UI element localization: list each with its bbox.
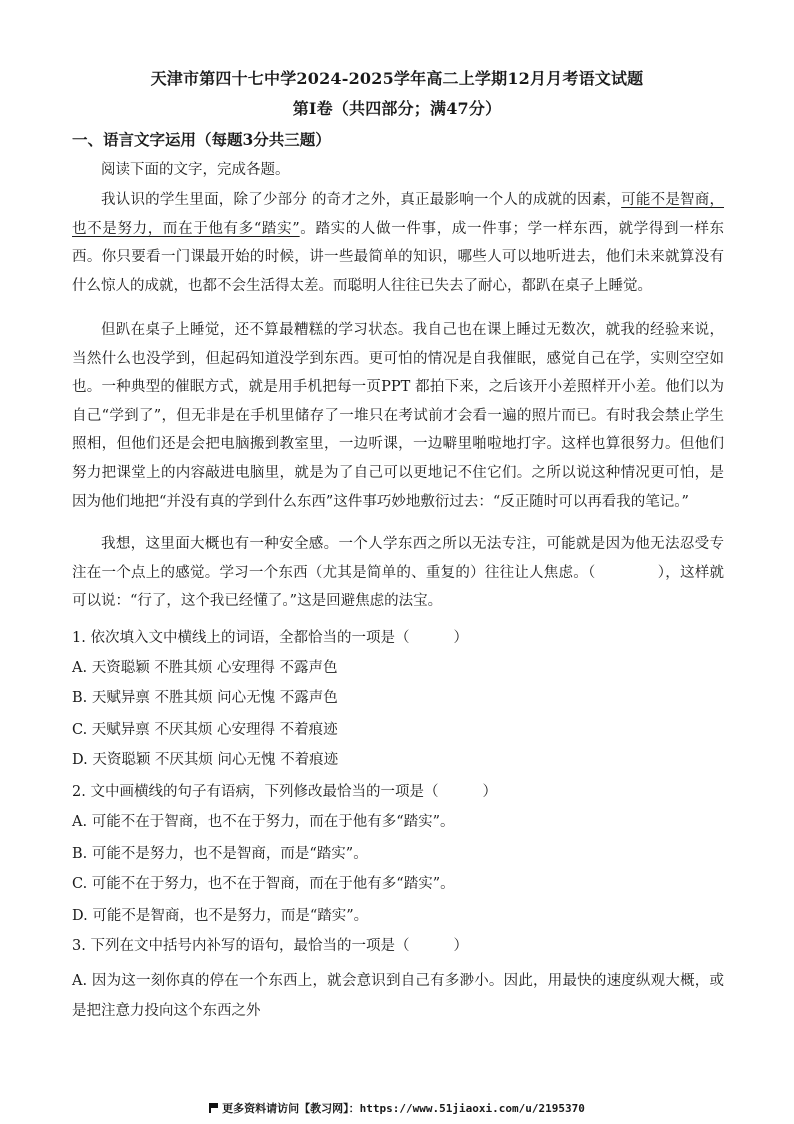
passage-text: 我想，这里面大概也有一种安全感。一个人学东西之所以无法专注，可能就是因为他无法忍受专注在一个点上的感觉。学习一个东西（尤其是简单的、重复的）往往让人焦虑。（ [72,536,724,581]
question-2-option-a: A. 可能不在于智商，也不在于努力，而在于他有多“踏实”。 [72,814,455,830]
question-2-option-d: D. 可能不是智商，也不是努力，而是“踏实”。 [72,908,369,924]
passage-paragraph-2: 但趴在桌子上睡觉，还不算最糟糕的学习状态。我自己也在课上睡过无数次，就我的经验来说，当然什么也没学到，但起码知道没学到东西。更可怕的情况是自我催眠，感觉自己在学，实则空空如也。一种典型的催眠方式，就是用手机把每一页PPT 都拍下来，之后该开小差照样开小差。他们以为自己“学到了”，但无非是在手机里储存了一堆只在考试前才会看一遍的照片而已。有时我会禁止学生照相，但他们还是会把电脑搬到教室里，一边听课，一边噼里啪啦地打字。这样也算很努力。但他们努力把课堂上的内容敲进电脑里，就是为了自己可以更地记不住它们。之所以说这种情况更可怕，是因为他们地把“并没有真的学到什么东西”这件事巧妙地敷衍过去：“反正随时可以再看我的笔记。” [72,322,724,510]
page-subtitle: 第Ⅰ卷（共四部分；满47分） [292,99,502,118]
footer-link[interactable] [0,1100,794,1116]
question-2-stem [72,780,497,801]
question-1-option-c: C. 天赋异禀 不厌其烦 心安理得 不着痕迹 [72,722,338,738]
footer-text[interactable]: 更多资料请访问【教习网】：https://www.51jiaoxi.com/u/2195370 [222,1102,585,1115]
question-text: ） [453,630,468,646]
page-title: 天津市第四十七中学2024-2025学年高二上学期12月月考语文试题 [150,69,644,88]
question-1-stem [72,626,468,647]
passage-text: 。踏实的人做一件事，成一件事；学一样东西，就学得到一样东西。你只要看一门课最开始的时候，讲一些最简单的知识，哪些人可以地听进去，他们未来就算没有什么惊人的成就，也都不会生活得太差。而聪明人往往已失去了耐心，都趴在桌子上睡觉。 [72,220,724,294]
reading-instruction: 阅读下面的文字，完成各题。 [101,162,290,178]
question-text: ） [482,784,497,800]
passage-paragraph-1 [72,186,724,300]
question-3-option-a: A. 因为这一刻你真的停在一个东西上，就会意识到自己有多渺小。因此，用最快的速度纵观大概，或是把注意力投向这个东西之外 [72,973,724,1019]
question-text: 2. 文中画横线的句子有语病，下列修改最恰当的一项是（ [72,784,439,800]
question-1-option-b: B. 天赋异禀 不胜其烦 问心无愧 不露声色 [72,690,338,706]
question-1-option-a: A. 天资聪颖 不胜其烦 心安理得 不露声色 [72,660,338,676]
question-text: ） [453,938,468,954]
passage-text: 我认识的学生里面，除了少部分 的奇才之外，真正最影响一个人的成就的因素， [101,192,622,208]
question-text: 3. 下列在文中括号内补写的语句，最恰当的一项是（ [72,938,410,954]
passage-paragraph-3 [72,530,724,616]
section-heading: 一、语言文字运用（每题3分共三题） [72,130,331,149]
question-1-option-d: D. 天资聪颖 不厌其烦 问心无愧 不着痕迹 [72,752,339,768]
question-2-option-c: C. 可能不在于努力，也不在于智商，而在于他有多“踏实”。 [72,876,455,892]
underlined-sentence: 可能不是智商，也不是努力，而在于他有多“踏实” [72,192,724,237]
flag-icon [209,1103,218,1113]
question-2-option-b: B. 可能不是努力，也不是智商，而是“踏实”。 [72,846,368,862]
question-text: 1. 依次填入文中横线上的词语，全都恰当的一项是（ [72,630,410,646]
question-3-stem [72,934,468,955]
passage-text: ），这样就可以说：“行了，这个我已经懂了。”这是回避焦虑的法宝。 [72,564,725,610]
